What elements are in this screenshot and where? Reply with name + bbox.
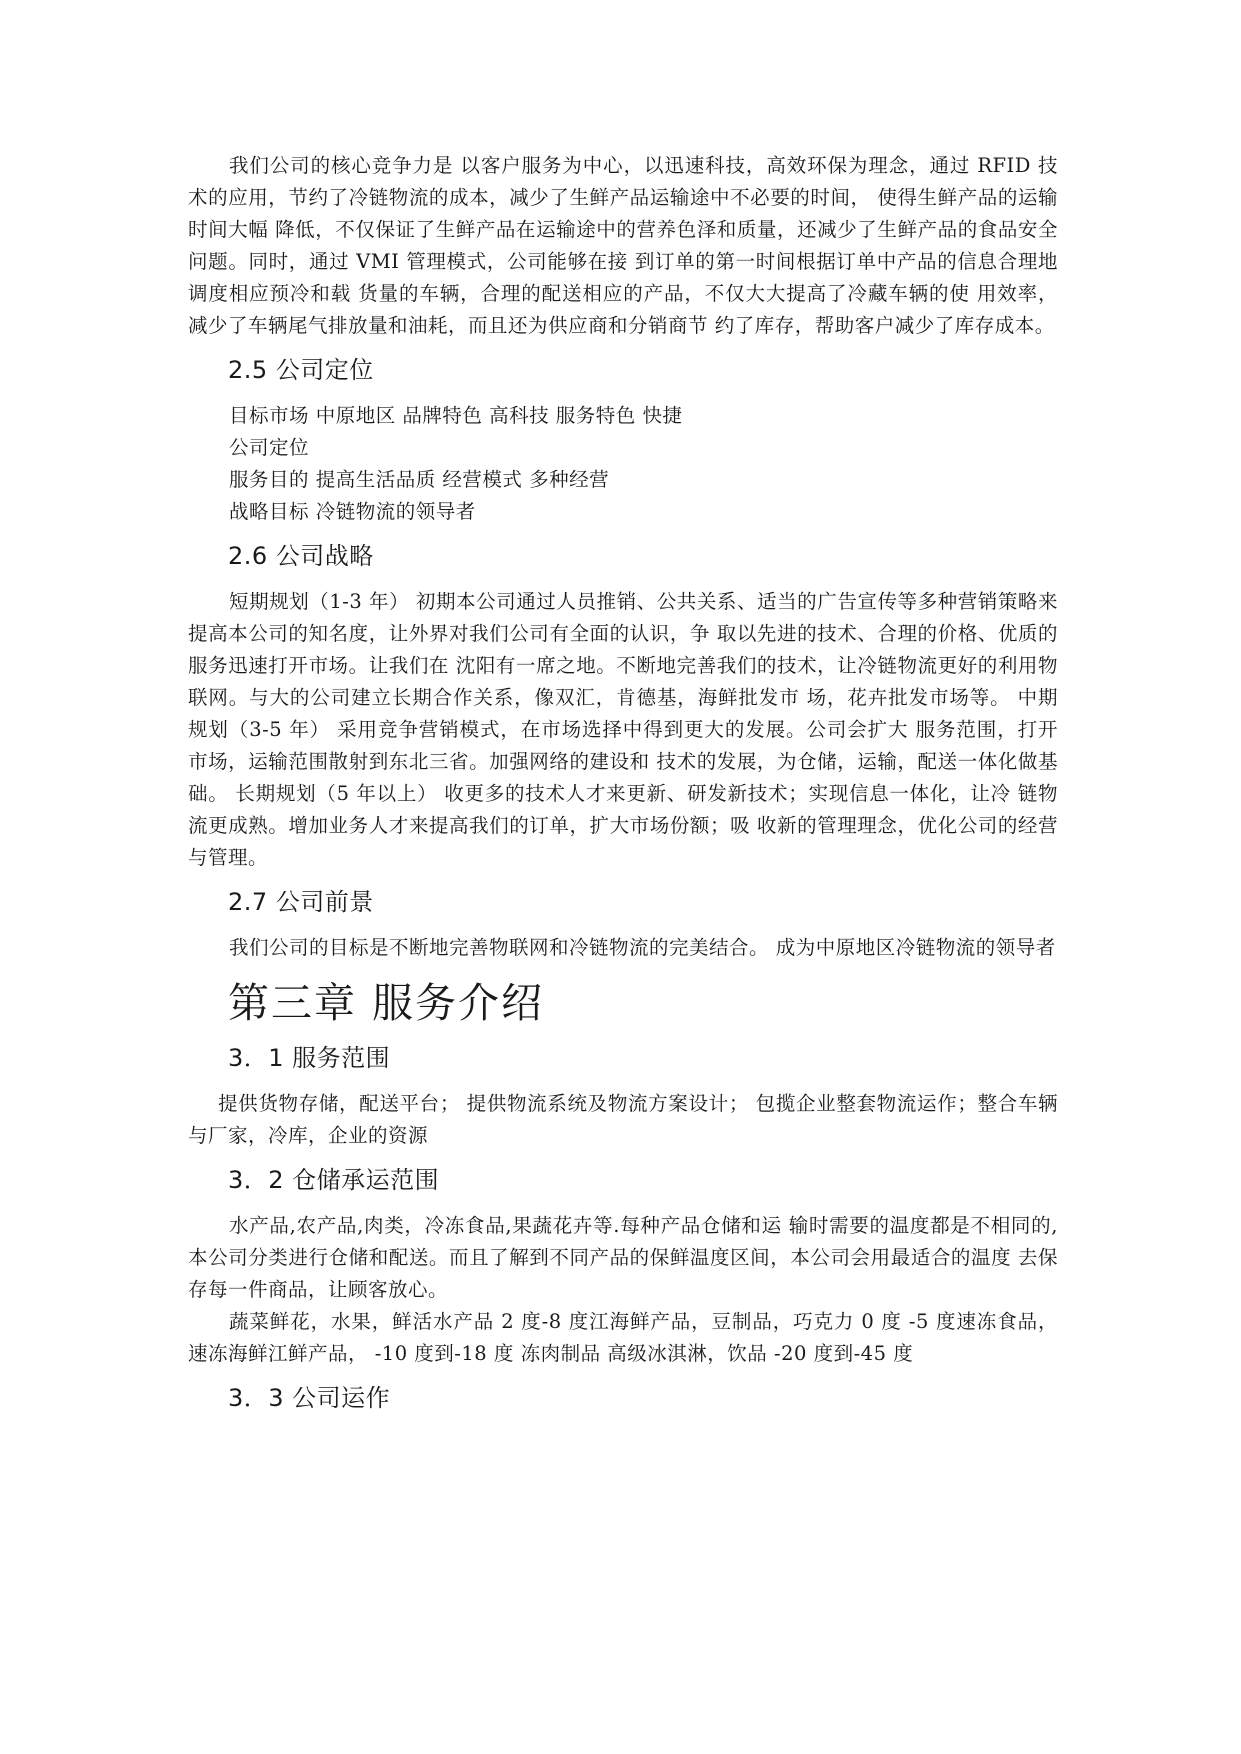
positioning-line-3: 服务目的 提高生活品质 经营模式 多种经营 (229, 468, 610, 491)
prospect-paragraph: 我们公司的目标是不断地完善物联网和冷链物流的完美结合。 成为中原地区冷链物流的领导者 (229, 936, 1056, 959)
service-scope-paragraph: 提供货物存储，配送平台； 提供物流系统及物流方案设计； 包揽企业整套物流运作；整合车辆与厂家，冷库，企业的资源 (188, 1092, 1058, 1147)
section-2-6-heading: 2.6 公司战略 (228, 542, 374, 570)
section-2-5-heading: 2.5 公司定位 (228, 356, 374, 384)
chapter-3-heading: 第三章 服务介绍 (228, 979, 545, 1027)
positioning-list (188, 400, 1058, 528)
storage-scope-paragraph-1: 水产品,农产品,肉类，冷冻食品,果蔬花卉等.每种产品仓储和运 输时需要的温度都是不相同的,本公司分类进行仓储和配送。而且了解到不同产品的保鲜温度区间，本公司会用最适合的温度 去保存每一件商品，让顾客放心。 (188, 1214, 1058, 1301)
strategy-paragraph: 短期规划（1-3 年） 初期本公司通过人员推销、公共关系、适当的广告宣传等多种营销策略来提高本公司的知名度，让外界对我们公司有全面的认识，争 取以先进的技术、合理的价格、优质的服务迅速打开市场。让我们在 沈阳有一席之地。不断地完善我们的技术，让冷链物流更好的利用物 联网。与大的公司建立长期合作关系，像双汇，肯德基，海鲜批发市 场，花卉批发市场等。 中期规划（3-5 年） 采用竞争营销模式，在市场选择中得到更大的发展。公司会扩大 服务范围，打开市场，运输范围散射到东北三省。加强网络的建设和 技术的发展，为仓储，运输，配送一体化做基础。 长期规划（5 年以上） 收更多的技术人才来更新、研发新技术；实现信息一体化，让冷 链物流更成熟。增加业务人才来提高我们的订单，扩大市场份额；吸 收新的管理理念，优化公司的经营与管理。 (188, 590, 1058, 869)
intro-paragraph: 我们公司的核心竞争力是 以客户服务为中心，以迅速科技，高效环保为理念，通过 RFID 技术的应用，节约了冷链物流的成本，减少了生鲜产品运输途中不必要的时间， 使得生鲜产品的运输时间大幅 降低，不仅保证了生鲜产品在运输途中的营养色泽和质量，还减少了生鲜产品的食品安全问题。同时，通过 VMI 管理模式，公司能够在接 到订单的第一时间根据订单中产品的信息合理地调度相应预冷和载 货量的车辆，合理的配送相应的产品，不仅大大提高了冷藏车辆的使 用效率，减少了车辆尾气排放量和油耗，而且还为供应商和分销商节 约了库存，帮助客户减少了库存成本。 (188, 154, 1058, 337)
section-3-3-heading: 3．3 公司运作 (228, 1384, 391, 1412)
section-2-7-heading: 2.7 公司前景 (228, 888, 374, 916)
document-page (188, 150, 1058, 1428)
section-3-2-heading: 3．2 仓储承运范围 (228, 1166, 440, 1194)
positioning-line-4: 战略目标 冷链物流的领导者 (229, 500, 476, 523)
positioning-line-2: 公司定位 (229, 436, 310, 459)
positioning-line-1: 目标市场 中原地区 品牌特色 高科技 服务特色 快捷 (229, 404, 683, 427)
section-3-1-heading: 3．1 服务范围 (228, 1044, 391, 1072)
storage-scope-paragraph-2: 蔬菜鲜花，水果，鲜活水产品 2 度-8 度江海鲜产品，豆制品，巧克力 0 度 -5 度速冻食品，速冻海鲜江鲜产品， -10 度到-18 度 冻肉制品 高级冰淇淋，饮品 -20 度到-45 度 (188, 1310, 1058, 1365)
